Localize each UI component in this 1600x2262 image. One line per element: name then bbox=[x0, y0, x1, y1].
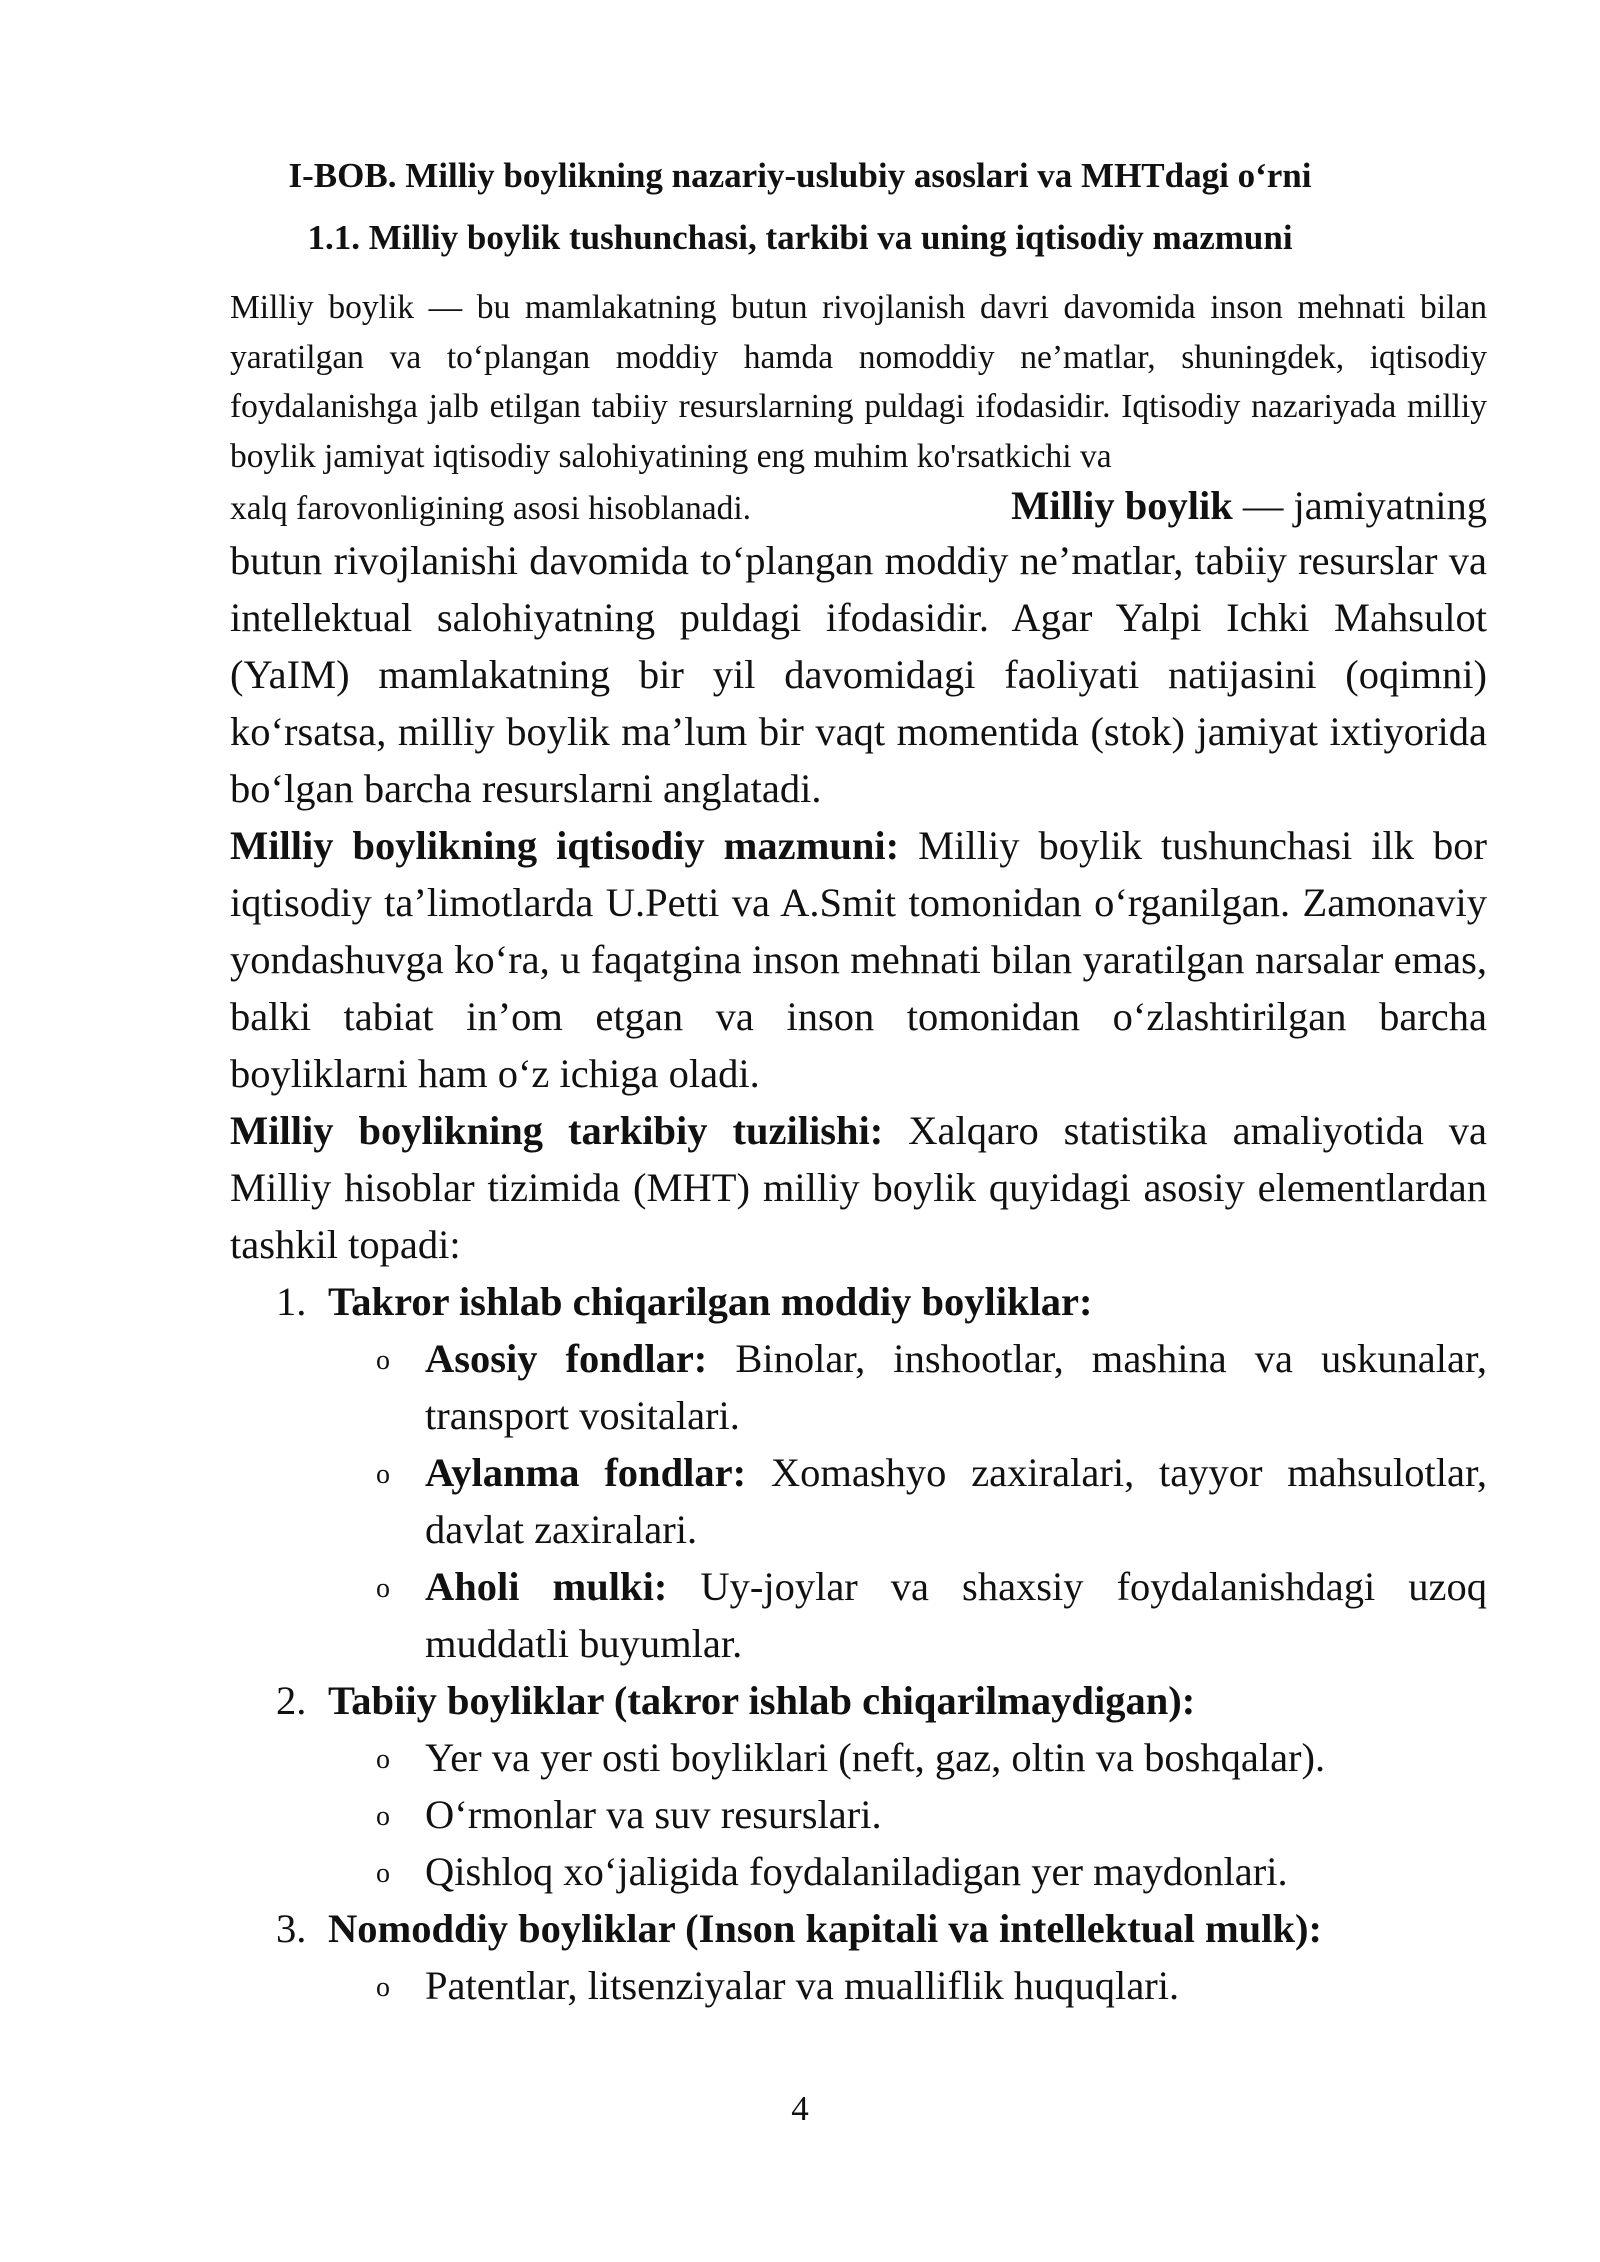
bullet-icon: o bbox=[376, 1744, 390, 1775]
bullet-icon: o bbox=[376, 1459, 390, 1490]
list-item bbox=[230, 1672, 1487, 1729]
intro-tail-line bbox=[230, 481, 1487, 534]
sub-item-text: Qishloq xo‘jaligida foydalaniladigan yer maydonlari. bbox=[425, 1849, 1288, 1894]
structure-heading: Milliy boylikning tarkibiy tuzilishi: bbox=[230, 1108, 884, 1153]
list-item-title: Nomoddiy boyliklar (Inson kapitali va intellektual mulk): bbox=[328, 1906, 1322, 1951]
list-item-title: Takror ishlab chiqarilgan moddiy boyliklar: bbox=[328, 1279, 1093, 1324]
list-item-title: Tabiiy boyliklar (takror ishlab chiqarilmaydigan): bbox=[328, 1678, 1196, 1723]
chapter-title: I-BOB. Milliy boylikning nazariy-uslubiy asoslari va MHTdagi o‘rni bbox=[288, 156, 1312, 195]
intro-paragraph bbox=[230, 283, 1487, 534]
wealth-components-list bbox=[230, 1273, 1487, 2014]
definition-term: Milliy boylik bbox=[1011, 483, 1233, 528]
list-item bbox=[230, 1900, 1487, 1957]
bullet-icon: o bbox=[376, 1345, 390, 1376]
intro-text: Milliy boylik — bu mamlakatning butun rivojlanish davri davomida inson mehnati bilan yaratilgan va to‘plangan moddiy hamda nomoddiy ne’matlar, shuningdek, iqtisodiy foydalanishga jalb etilgan tabiiy resurslarning puldagi ifodasidir. Iqtisodiy nazariyada milliy boylik jamiyat iqtisodiy salohiyatining eng muhim ko'rsatkichi va bbox=[230, 289, 1487, 475]
structure-text: Xalqaro statistika amaliyotida va Milliy hisoblar tizimida (MHT) milliy boylik quyidagi asosiy elementlardan tashkil topadi: bbox=[230, 1108, 1487, 1267]
definition-paragraph: butun rivojlanishi davomida to‘plangan moddiy ne’matlar, tabiiy resurslar va intellektual salohiyatning puldagi ifodasidir. Agar Yalpi Ichki Mahsulot (YaIM) mamlakatning bir yil davomidagi faoliyati natijasini (oqimni) ko‘rsatsa, milliy boylik ma’lum bir vaqt momentida (stok) jamiyat ixtiyorida bo‘lgan barcha resurslarni anglatadi. bbox=[230, 538, 1487, 811]
sub-list-item bbox=[230, 1729, 1487, 1786]
bullet-icon: o bbox=[376, 1573, 390, 1604]
bullet-icon: o bbox=[376, 1858, 390, 1889]
sub-list-item bbox=[230, 1444, 1487, 1558]
structure-paragraph bbox=[230, 1102, 1487, 1273]
sub-item-text: Uy-joylar va shaxsiy foydalanishdagi uzoq muddatli buyumlar. bbox=[425, 1564, 1487, 1666]
definition-lead bbox=[1011, 481, 1487, 531]
sub-item-text: Xomashyo zaxiralari, tayyor mahsulotlar, davlat zaxiralari. bbox=[425, 1450, 1487, 1552]
sub-item-label: Aholi mulki: bbox=[425, 1564, 668, 1609]
bullet-icon: o bbox=[376, 1801, 390, 1832]
sub-list-item bbox=[230, 1843, 1487, 1900]
page-number: 4 bbox=[791, 2089, 809, 2128]
sub-list-item bbox=[230, 1330, 1487, 1444]
intro-tail-text: xalq farovonligining asosi hisoblanadi. bbox=[230, 490, 752, 527]
economic-content-heading: Milliy boylikning iqtisodiy mazmuni: bbox=[230, 823, 900, 868]
economic-content-paragraph bbox=[230, 817, 1487, 1102]
sub-list-item bbox=[230, 1558, 1487, 1672]
definition-lead-rest: — jamiyatning bbox=[1232, 483, 1487, 528]
section-title: 1.1. Milliy boylik tushunchasi, tarkibi va uning iqtisodiy mazmuni bbox=[307, 218, 1293, 257]
list-number: 1. bbox=[276, 1279, 307, 1324]
sub-item-text: O‘rmonlar va suv resurslari. bbox=[425, 1792, 882, 1837]
list-number: 3. bbox=[276, 1906, 307, 1951]
sub-item-text: Patentlar, litsenziyalar va mualliflik huquqlari. bbox=[425, 1963, 1180, 2008]
sub-item-text: Yer va yer osti boyliklari (neft, gaz, oltin va boshqalar). bbox=[425, 1735, 1326, 1780]
sub-item-label: Aylanma fondlar: bbox=[425, 1450, 747, 1495]
sub-item-text: Binolar, inshootlar, mashina va uskunalar, transport vositalari. bbox=[425, 1336, 1487, 1438]
economic-content-text: Milliy boylik tushunchasi ilk bor iqtisodiy ta’limotlarda U.Petti va A.Smit tomonidan o‘rganilgan. Zamonaviy yondashuvga ko‘ra, u faqatgina inson mehnati bilan yaratilgan narsalar emas, balki tabiat in’om etgan va inson tomonidan o‘zlashtirilgan barcha boyliklarni ham o‘z ichiga oladi. bbox=[230, 823, 1487, 1096]
sub-item-label: Asosiy fondlar: bbox=[425, 1336, 708, 1381]
list-number: 2. bbox=[276, 1678, 307, 1723]
sub-list-item bbox=[230, 1957, 1487, 2014]
bullet-icon: o bbox=[376, 1972, 390, 2003]
sub-list-item bbox=[230, 1786, 1487, 1843]
list-item bbox=[230, 1273, 1487, 1330]
